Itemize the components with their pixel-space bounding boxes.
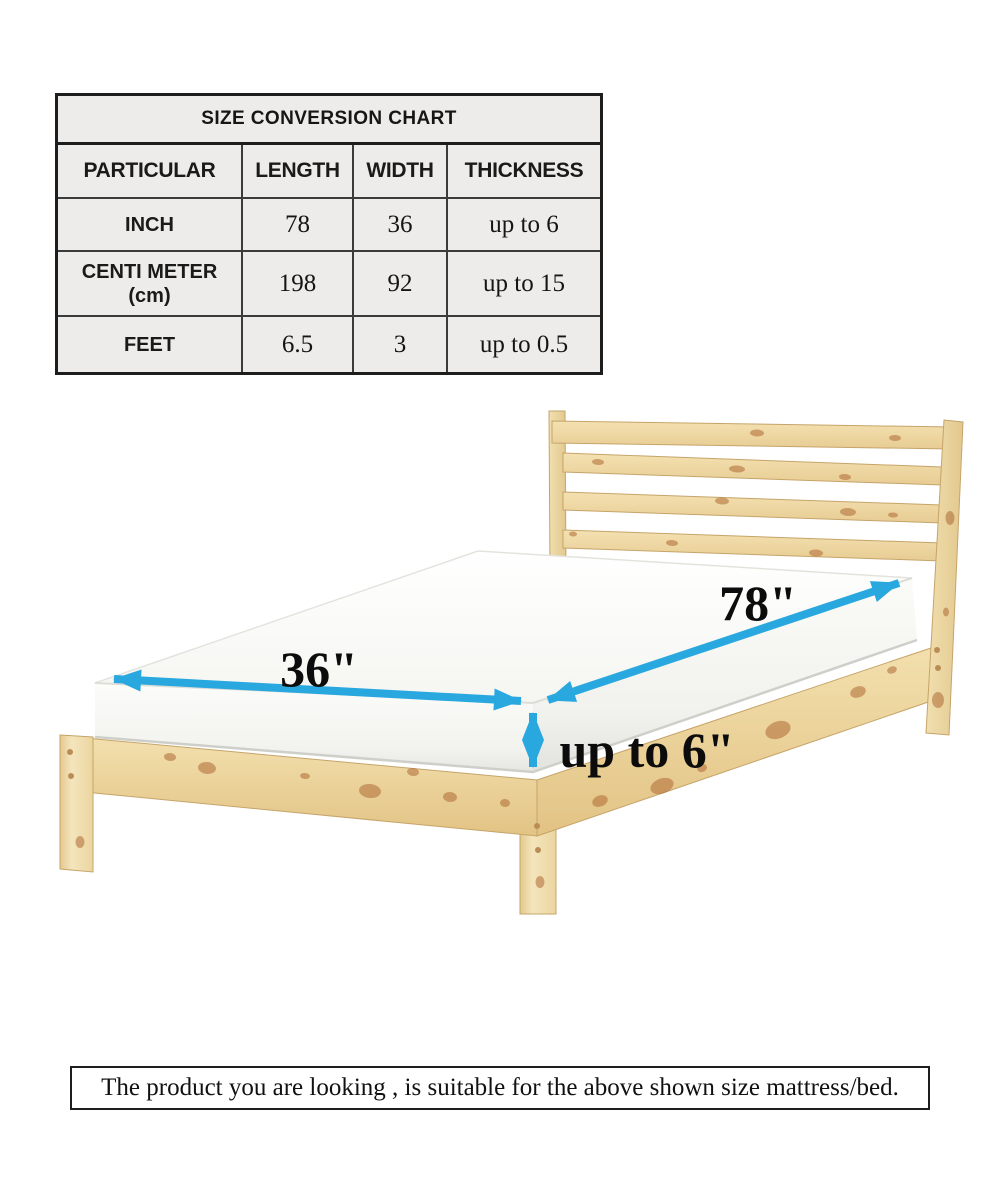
column-header-particular: PARTICULAR: [58, 145, 243, 199]
feet-width-value: 3: [354, 317, 448, 372]
footer-note-box: [70, 1066, 930, 1110]
inch-length-value: 78: [243, 199, 354, 252]
cm-width-value: 92: [354, 252, 448, 317]
thickness-dimension-label: up to 6": [559, 722, 735, 778]
inch-width-value: 36: [354, 199, 448, 252]
row-label-centimeter: CENTI METER (cm): [58, 252, 243, 317]
length-dimension-label: 78": [719, 575, 797, 631]
column-header-thickness: THICKNESS: [448, 145, 600, 199]
foot-left-leg: [60, 735, 93, 872]
cm-thickness-value: up to 15: [448, 252, 600, 317]
feet-thickness-value: up to 0.5: [479, 330, 569, 358]
column-header-width: WIDTH: [354, 145, 448, 199]
footer-note-text: The product you are looking , is suitable for the above shown size mattress/bed.: [101, 1074, 899, 1101]
headboard-slat: [563, 453, 942, 485]
cm-length-value: 198: [243, 252, 354, 317]
row-label-feet: FEET: [58, 317, 243, 372]
inch-thickness-value: up to 6: [448, 199, 600, 252]
headboard: [549, 411, 952, 572]
column-header-length: LENGTH: [243, 145, 354, 199]
row-label-inch: INCH: [58, 199, 243, 252]
width-dimension-label: 36": [280, 641, 358, 697]
headboard-slat: [563, 492, 942, 523]
table-title: SIZE CONVERSION CHART: [58, 96, 600, 145]
headboard-slat: [563, 530, 942, 561]
feet-length-value: 6.5: [243, 317, 354, 372]
